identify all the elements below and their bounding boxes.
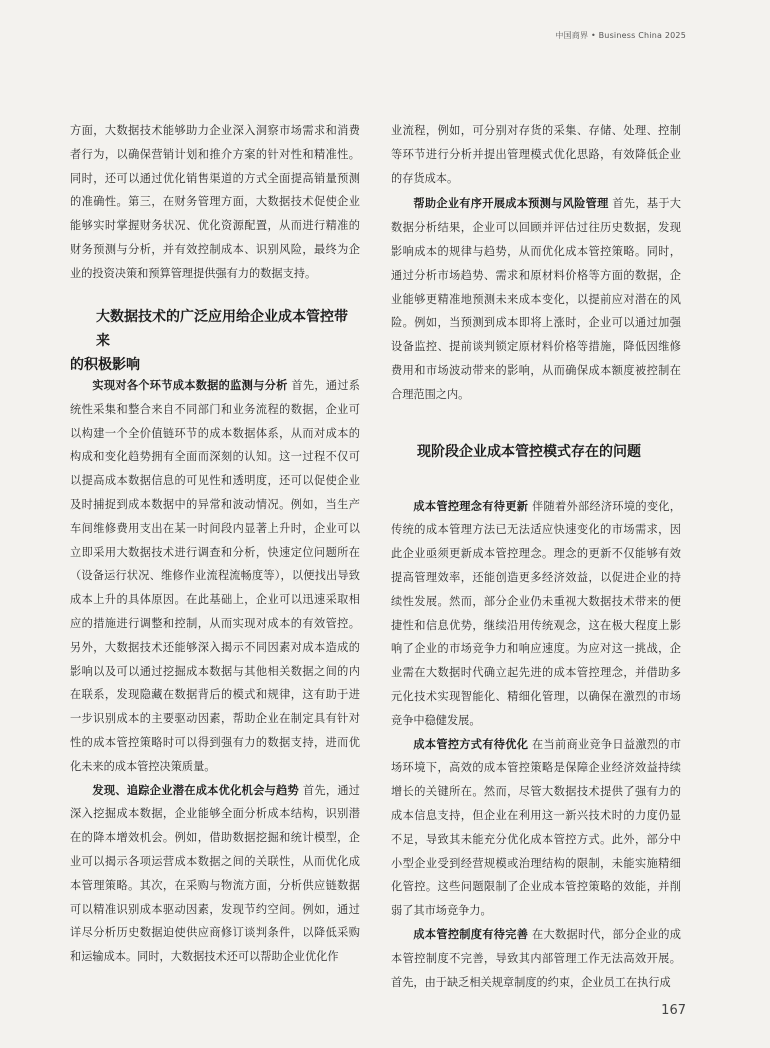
paragraph: 业流程，例如，可分别对存货的采集、存储、处理、控制等环节进行分析并提出管理模式优化思路，有效降低企业的存货成本。 — [391, 124, 681, 185]
heading-line: 的积极影响 — [70, 357, 140, 373]
paragraph-lead: 发现、追踪企业潜在成本优化机会与趋势 — [92, 783, 300, 797]
paragraph-text: 在当前商业竞争日益激烈的市场环境下，高效的成本管控策略是保障企业经济效益持续增长的关键所在。然而，尽管大数据技术提供了强有力的成本信息支持，但企业在利用这一新兴技术时的力度仍显不足，导致其未能充分优化成本管控方式。此外，部分中小型企业受到经营规模或治理结构的限制，未能实施精细化管控。这些问题限制了企业成本管控策略的效能，并削弱了其市场竞争力。 — [391, 737, 681, 918]
left-column-body — [70, 374, 360, 969]
section-heading — [70, 305, 360, 377]
paragraph-text: 首先，通过深入挖掘成本数据，企业能够全面分析成本结构，识别潜在的降本增效机会。例如，借助数据挖掘和统计模型，企业可以揭示各项运营成本数据之间的关联性，从而优化成本管理策略。其次，在采购与物流方面，分析供应链数据可以精准识别成本驱动因素，发现节约空间。例如，通过详尽分析历史数据迫使供应商修订谈判条件，以降低采购和运输成本。同时，大数据技术还可以帮助企业优化作 — [70, 783, 360, 964]
paragraph — [391, 192, 681, 406]
paragraph-lead: 成本管控理念有待更新 — [413, 499, 529, 513]
paragraph — [391, 733, 681, 923]
paragraph-lead: 成本管控方式有待优化 — [413, 737, 529, 751]
paragraph: 方面，大数据技术能够助力企业深入洞察市场需求和消费者行为，以确保营销计划和推介方案的针对性和精准性。同时，还可以通过优化销售渠道的方式全面提高销量预测的准确性。第三，在财务管理方面，大数据技术促使企业能够实时掌握财务状况、优化资源配置，从而进行精准的财务预测与分析，并有效控制成本、识别风险，最终为企业的投资决策和预算管理提供强有力的数据支持。 — [70, 124, 360, 280]
paragraph-lead: 实现对各个环节成本数据的监测与分析 — [92, 379, 288, 392]
paragraph — [391, 923, 681, 994]
paragraph-text: 伴随着外部经济环境的变化，传统的成本管理方法已无法适应快速变化的市场需求，因此企业亟须更新成本管控理念。理念的更新不仅能够有效提高管理效率，还能创造更多经济效益，以促进企业的持续性发展。然而，部分企业仍未重视大数据技术带来的便捷性和信息优势，继续沿用传统观念，这在极大程度上影响了企业的市场竞争力和响应速度。为应对这一挑战，企业需在大数据时代确立起先进的成本管控理念，并借助多元化技术实现智能化、精细化管理，以确保在激烈的市场竞争中稳健发展。 — [391, 499, 681, 727]
paragraph-text: 在大数据时代，部分企业的成本管控制度不完善，导致其内部管理工作无法高效开展。首先，由于缺乏相关规章制度的约束，企业员工在执行成 — [391, 927, 681, 989]
page-number: 167 — [661, 1003, 686, 1018]
paragraph-text: 首先，基于大数据分析结果，企业可以回顾并评估过往历史数据，发现影响成本的规律与趋势，从而优化成本管控策略。同时，通过分析市场趋势、需求和原材料价格等方面的数据，企业能够更精准地预测未来成本变化，以提前应对潜在的风险。例如，当预测到成本即将上涨时，企业可以通过加强设备监控、提前谈判锁定原材料价格等措施，降低因维修费用和市场波动带来的影响，从而确保成本额度被控制在合理范围之内。 — [391, 197, 681, 401]
paragraph — [70, 374, 360, 779]
paragraph-lead: 帮助企业有序开展成本预测与风险管理 — [413, 197, 609, 211]
running-header: 中国商界 • Business China 2025 — [555, 31, 686, 40]
paragraph — [391, 495, 681, 733]
section-heading: 现阶段企业成本管控模式存在的问题 — [417, 443, 641, 460]
paragraph — [70, 779, 360, 969]
heading-line: 大数据技术的广泛应用给企业成本管控带来 — [96, 309, 348, 349]
left-column — [70, 119, 360, 286]
right-column — [391, 119, 681, 994]
paragraph-text: 首先，通过系统性采集和整合来自不同部门和业务流程的数据，企业可以构建一个全价值链环节的成本数据体系，从而对成本的构成和变化趋势拥有全面而深刻的认知。这一过程不仅可以提高成本数据信息的可见性和透明度，还可以促使企业及时捕捉到成本数据中的异常和波动情况。例如，当生产车间维修费用支出在某一时间段内显著上升时，企业可以立即采用大数据技术进行调查和分析，快速定位问题所在（设备运行状况、维修作业流程流畅度等），以便找出导致成本上升的具体原因。在此基础上，企业可以迅速采取相应的措施进行调整和控制，从而实现对成本的有效管控。另外，大数据技术还能够深入揭示不同因素对成本造成的影响以及可以通过挖掘成本数据与其他相关数据之间的内在联系，发现隐藏在数据背后的模式和规律，这有助于进一步识别成本的主要驱动因素，帮助企业在制定具有针对性的成本管控策略时可以得到强有力的数据支持，进而优化未来的成本管控决策质量。 — [70, 379, 360, 773]
paragraph-lead: 成本管控制度有待完善 — [413, 927, 529, 941]
